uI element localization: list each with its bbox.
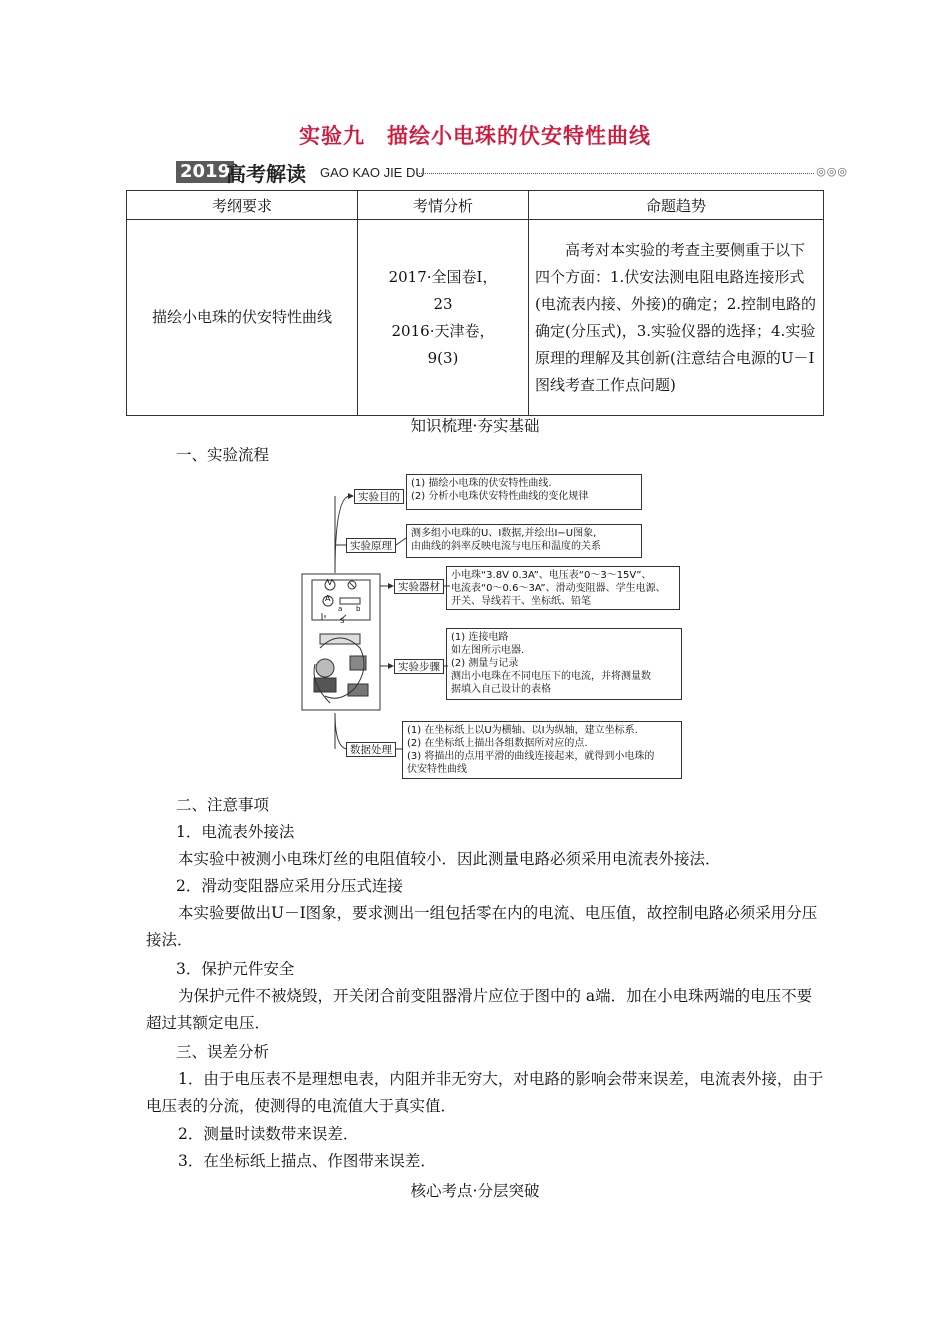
tag-data: 数据处理 (346, 742, 396, 757)
tag-equipment: 实验器材 (394, 579, 444, 594)
steps-box: (1) 连接电路 如左图所示电器. (2) 测量与记录 测出小电珠在不同电压下的电流，并将测量数 据填入自己设计的表格 (446, 628, 682, 700)
banner-subtitle: GAO KAO JIE DU (320, 165, 425, 180)
principle-box: 测多组小电珠的U、I数据,并绘出I−U图象, 由曲线的斜率反映电流与电压和温度的关系 (406, 524, 642, 558)
table-header: 考纲要求 (127, 191, 358, 220)
error-item: 1．由于电压表不是理想电表，内阻并非无穷大，对电路的影响会带来误差，电流表外接，由于电压表的分流，使测得的电流值大于真实值． (146, 1070, 824, 1115)
note-body: 本实验要做出U－I图象，要求测出一组包括零在内的电流、电压值，故控制电路必须采用分压接法． (146, 904, 818, 949)
banner-title: 高考解读 (226, 162, 306, 186)
note-body: 本实验中被测小电珠灯丝的电阻值较小．因此测量电路必须采用电流表外接法． (178, 850, 721, 868)
analysis-item: 2017·全国卷Ⅰ，23 (388, 267, 498, 313)
equipment-box: 小电珠“3.8V 0.3A”、电压表“0～3～15V”、 电流表“0～0.6～3A”、滑动变阻器、学生电源、 开关、导线若干、坐标纸、铅笔 (446, 566, 680, 610)
tag-principle: 实验原理 (346, 538, 396, 553)
voltmeter-label: V (327, 578, 333, 587)
tag-purpose: 实验目的 (354, 489, 404, 504)
analysis-item: 2016·天津卷，9(3) (391, 321, 495, 367)
switch-label: S (340, 617, 345, 625)
note-body: 为保护元件不被烧毁，开关闭合前变阻器滑片应位于图中的 a端．加在小电珠两端的电压不要超过其额定电压． (146, 987, 813, 1032)
tag-steps: 实验步骤 (394, 659, 444, 674)
exam-table (126, 190, 824, 416)
subsection-heading: 一、实验流程 (176, 446, 270, 464)
banner-year: 2019 (176, 161, 234, 183)
experiment-flowchart (300, 468, 690, 808)
banner-dots-icon: ◎◎◎ (816, 165, 848, 178)
table-header: 考情分析 (358, 191, 529, 220)
trend-cell: 高考对本实验的考查主要侧重于以下四个方面：1.伏安法测电阻电路连接形式(电流表内接、外接)的确定；2.控制电路的确定(分压式)，3.实验仪器的选择；4.实验原理的理解及其创新(注意结合电源的U－I图线考查工作点问题) (529, 220, 824, 416)
purpose-box: (1) 描绘小电珠的伏安特性曲线. (2) 分析小电珠伏安特性曲线的变化规律 (406, 474, 642, 510)
note-title: 2．滑动变阻器应采用分压式连接 (176, 877, 403, 895)
end-b-label: b (356, 605, 361, 613)
subsection-heading: 二、注意事项 (176, 796, 270, 814)
end-a-label: a (338, 605, 343, 613)
page-title: 实验九 描绘小电珠的伏安特性曲线 (299, 124, 651, 148)
banner-divider (416, 173, 814, 174)
note-title: 1．电流表外接法 (176, 823, 295, 841)
analysis-cell (358, 220, 529, 416)
requirement-cell: 描绘小电珠的伏安特性曲线 (127, 220, 358, 416)
ammeter-label: A (325, 594, 331, 603)
note-title: 3．保护元件安全 (176, 960, 295, 978)
error-item: 3．在坐标纸上描点、作图带来误差． (178, 1152, 436, 1170)
exam-banner (176, 158, 848, 185)
section-heading: 核心考点·分层突破 (410, 1182, 540, 1200)
error-item: 2．测量时读数带来误差． (178, 1125, 359, 1143)
table-header: 命题趋势 (529, 191, 824, 220)
data-processing-box: (1) 在坐标纸上以U为横轴、以I为纵轴，建立坐标系. (2) 在坐标纸上描出各组数据所对应的点. (3) 将描出的点用平滑的曲线连接起来，就得到小电珠的 伏安特性曲线 (402, 721, 682, 779)
section-heading: 知识梳理·夯实基础 (410, 417, 540, 435)
subsection-heading: 三、误差分析 (176, 1043, 270, 1061)
